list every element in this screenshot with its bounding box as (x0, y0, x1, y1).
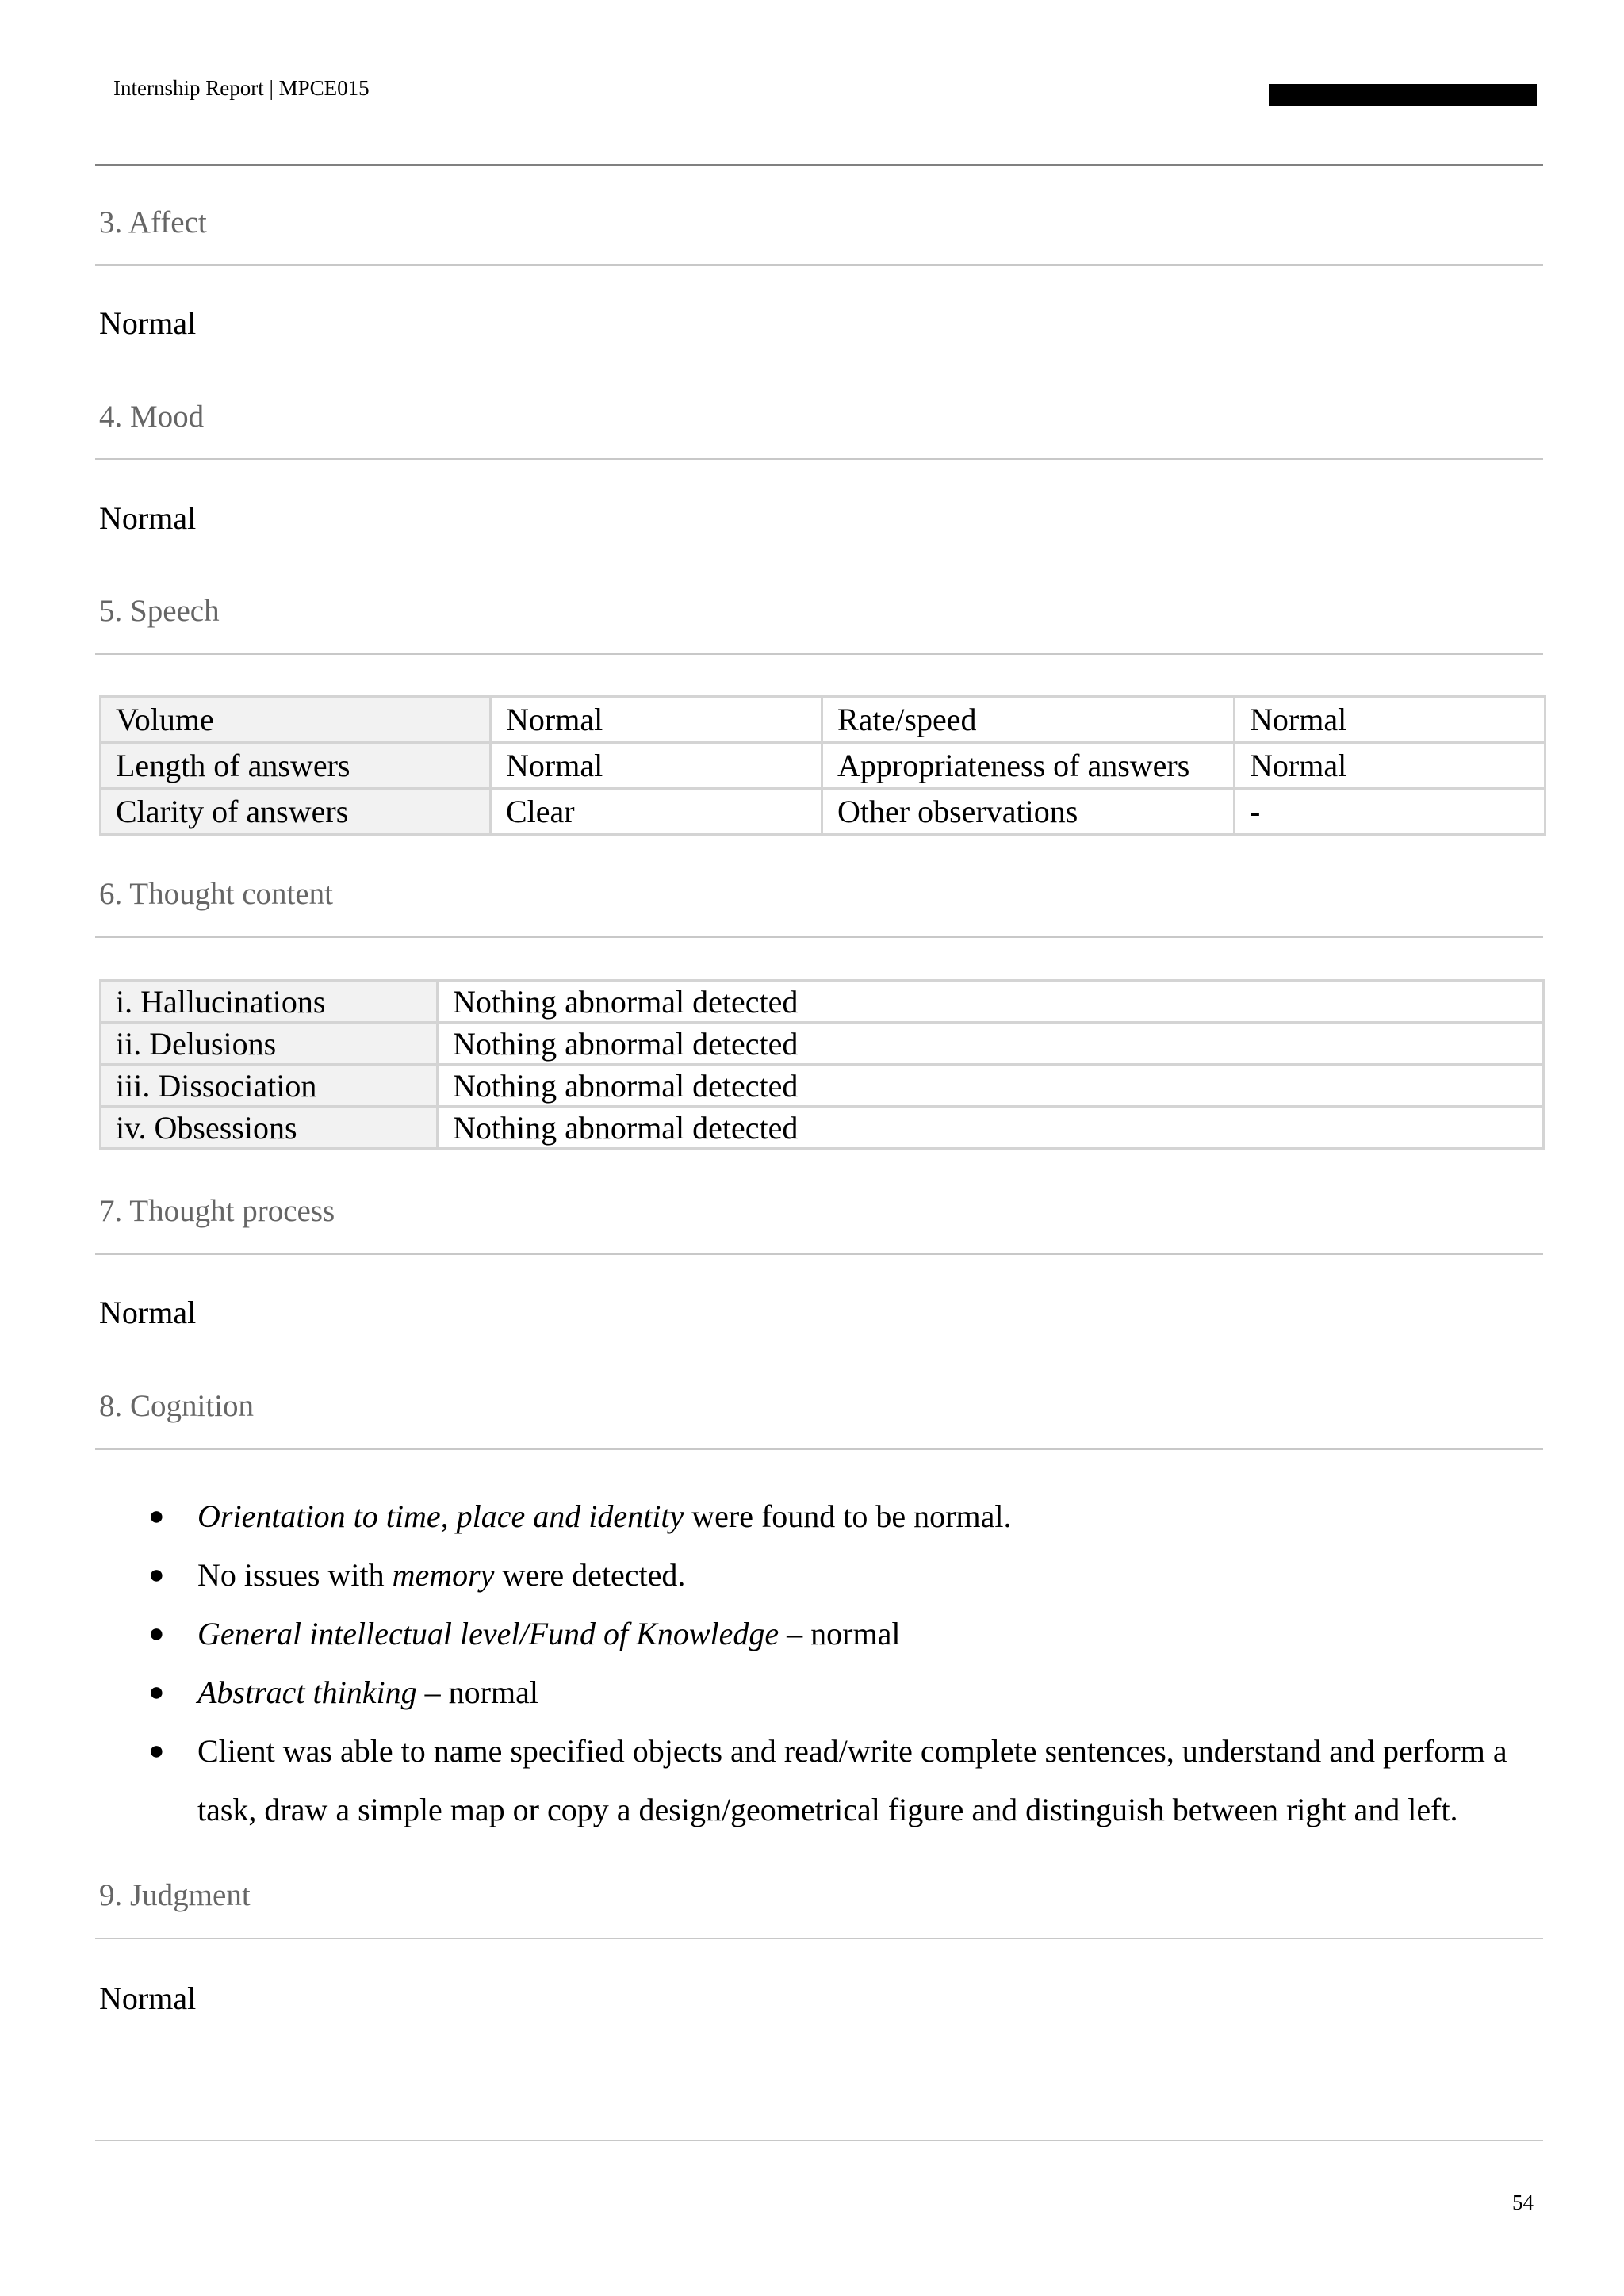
thought-process-heading: 7. Thought process (99, 1194, 335, 1228)
bullet-icon: ● (148, 1736, 165, 1766)
table-cell: Normal (491, 743, 822, 789)
affect-value: Normal (99, 305, 197, 341)
thought-content-heading: 6. Thought content (99, 877, 333, 911)
table-cell: Nothing abnormal detected (438, 1107, 1544, 1149)
table-cell: Nothing abnormal detected (438, 1065, 1544, 1107)
item-text: – normal (779, 1616, 901, 1651)
cognition-heading: 8. Cognition (99, 1389, 255, 1423)
table-row (101, 743, 1545, 789)
table-cell: ii. Delusions (101, 1023, 438, 1065)
item-text: Client was able to name specified objects and read/write complete sentences, understand and perform a task, draw a simple map or copy a design/geometrical figure and distinguish between right and left. (197, 1733, 1507, 1827)
table-row (101, 789, 1545, 835)
emphasis-text: Orientation to time, place and identity (197, 1498, 684, 1534)
thought-process-value: Normal (99, 1295, 197, 1330)
table-cell: Other observations (822, 789, 1235, 835)
item-text: No issues with (197, 1557, 393, 1593)
table-cell: Rate/speed (822, 697, 1235, 743)
speech-divider (95, 653, 1543, 655)
item-text: were found to be normal. (684, 1498, 1012, 1534)
header-divider (95, 164, 1543, 166)
bullet-icon: ● (148, 1619, 165, 1648)
table-cell: Nothing abnormal detected (438, 1023, 1544, 1065)
table-cell: iv. Obsessions (101, 1107, 438, 1149)
table-row (101, 1065, 1544, 1107)
list-item (99, 1605, 1550, 1663)
thought-content-divider (95, 936, 1543, 938)
table-row (101, 981, 1544, 1023)
redaction-bar (1269, 84, 1537, 106)
affect-divider (95, 264, 1543, 266)
table-cell: Clarity of answers (101, 789, 491, 835)
emphasis-text: General intellectual level/Fund of Knowledge (197, 1616, 779, 1651)
table-cell: Normal (491, 697, 822, 743)
emphasis-text: memory (392, 1557, 495, 1593)
table-cell: - (1235, 789, 1545, 835)
judgment-divider (95, 1938, 1543, 1939)
mood-value: Normal (99, 500, 197, 536)
speech-table (99, 695, 1546, 836)
report-header-title: Internship Report | MPCE015 (113, 76, 370, 100)
table-cell: Clear (491, 789, 822, 835)
affect-heading: 3. Affect (99, 205, 207, 239)
item-text: – normal (416, 1674, 538, 1710)
table-cell: Appropriateness of answers (822, 743, 1235, 789)
table-cell: Nothing abnormal detected (438, 981, 1544, 1023)
mood-heading: 4. Mood (99, 400, 205, 434)
table-row (101, 697, 1545, 743)
bullet-icon: ● (148, 1502, 165, 1531)
bullet-icon: ● (148, 1560, 165, 1590)
page-number: 54 (1512, 2191, 1534, 2214)
table-cell: iii. Dissociation (101, 1065, 438, 1107)
thought-content-table (99, 979, 1545, 1150)
cognition-list (99, 1487, 1550, 1839)
table-cell: Length of answers (101, 743, 491, 789)
item-text: were detected. (494, 1557, 686, 1593)
table-row (101, 1107, 1544, 1149)
thought-process-divider (95, 1253, 1543, 1255)
emphasis-text: Abstract thinking (197, 1674, 417, 1710)
judgment-value: Normal (99, 1980, 197, 2016)
footer-divider (95, 2140, 1543, 2141)
list-item (99, 1487, 1550, 1546)
mood-divider (95, 458, 1543, 460)
bullet-icon: ● (148, 1678, 165, 1707)
table-cell: Normal (1235, 697, 1545, 743)
table-cell: i. Hallucinations (101, 981, 438, 1023)
table-row (101, 1023, 1544, 1065)
speech-heading: 5. Speech (99, 594, 220, 628)
judgment-heading: 9. Judgment (99, 1878, 251, 1912)
table-cell: Normal (1235, 743, 1545, 789)
list-item (99, 1546, 1550, 1605)
list-item (99, 1722, 1550, 1839)
list-item (99, 1663, 1550, 1722)
cognition-divider (95, 1448, 1543, 1450)
table-cell: Volume (101, 697, 491, 743)
